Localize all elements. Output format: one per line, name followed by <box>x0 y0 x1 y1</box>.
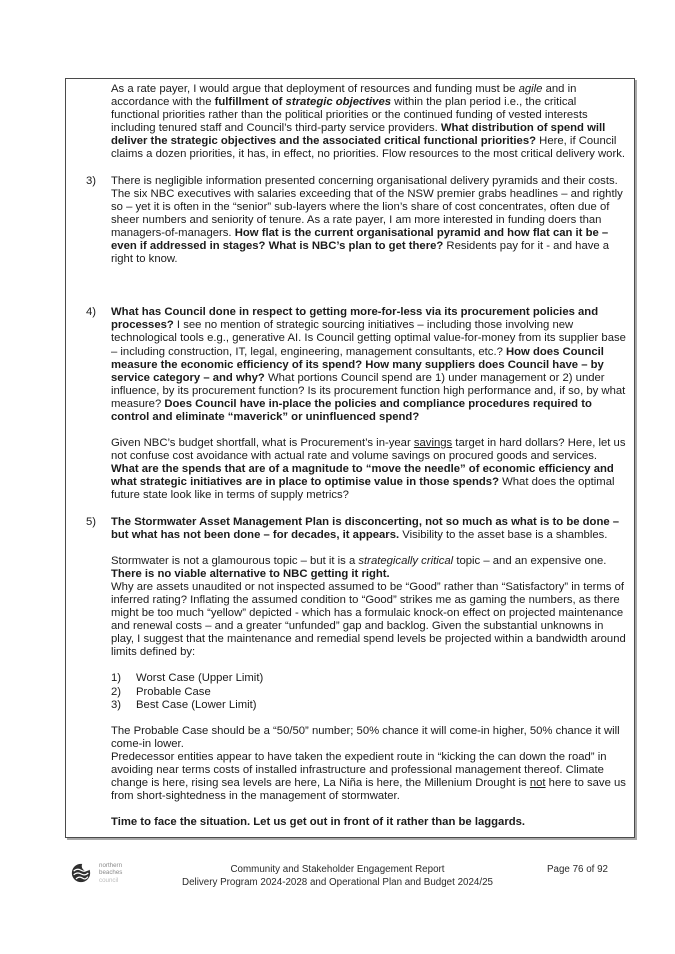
text-run: I see no mention of strategic sourcing initiatives – including those involving new technological tools e.g., generative AI. Is Council getting optimal value-for-money from its supplier base – including construction, IT, legal, engineering, management consultants, etc.? <box>111 319 626 358</box>
paragraph <box>66 725 634 804</box>
page-number: Page 76 of 92 <box>546 864 608 875</box>
text-run: The Stormwater Asset Management Plan is disconcerting, not so much as what is to be done – but what has not been done – for decades, it appears. <box>111 515 620 541</box>
text-run: target in hard dollars? Here, let us not confuse cost avoidance with actual rate and volume savings on procured goods and services. <box>111 437 626 463</box>
list-item <box>66 516 634 542</box>
text-run: here to save us from short-sightedness in the management of stormwater. <box>111 777 626 803</box>
text-run: strategically critical <box>358 554 454 567</box>
list-item <box>66 306 634 424</box>
list-number: 3) <box>86 174 97 187</box>
text-run: Here, if Council claims a dozen priorities, it has, in effect, no priorities. Flow resources to the most critical delivery work. <box>111 135 625 161</box>
list-number: 2) <box>111 685 122 698</box>
text-run: Stormwater is not a glamourous topic – but it is a <box>111 554 359 567</box>
list-number: 5) <box>86 515 97 528</box>
logo-word-northern: northern <box>99 862 123 870</box>
paragraph <box>66 816 634 829</box>
logo-word-council: council <box>99 876 119 884</box>
list-number: 4) <box>86 306 97 319</box>
text-run: What are the spends that are of a magnitude to “move the needle” of economic efficiency and what strategic initiatives are in place to optimise value in those spends? <box>111 463 614 489</box>
page-footer <box>0 860 675 910</box>
list-item <box>66 175 634 267</box>
paragraph <box>66 83 634 162</box>
text-run: within the plan period i.e., the critical functional priorities rather than the political priorities or the continued funding of vested interests including tenured staff and Council’s third-party service providers. <box>111 96 588 135</box>
text-run: strategic objectives <box>285 96 392 109</box>
footer-title-line2: Delivery Program 2024-2028 and Operational Plan and Budget 2024/25 <box>182 876 493 888</box>
text-run: savings <box>413 437 453 450</box>
text-run: What distribution of spend will deliver the strategic objectives and the associated critical functional priorities? <box>111 122 606 148</box>
text-run: Does Council have in-place the policies and compliance procedures required to control and eliminate “maverick” or uninfluenced spend? <box>111 397 592 423</box>
text-run: Visibility to the asset base is a shambles. <box>399 528 608 541</box>
text-run: What portions Council spend are 1) under management or 2) under influence, by its procurement function? Is its procurement function high performance and, if so, by what measure? <box>111 371 626 410</box>
text-run: fulfillment of <box>214 96 286 109</box>
text-run: How flat is the current organisational pyramid and how flat can it be – even if addressed in stages? What is NBC’s plan to get there? <box>111 226 609 253</box>
text-run: Why are assets unaudited or not inspected assumed to be “Good” rather than “Satisfactory” in terms of inferred rating? Inflating the assumed condition to “Good” strikes me as gaming the numbers, as there might be too much “yellow” depicted - which has a formulaic knock-on effect on projected maintenance and renewal costs – and a greater “unfunded” gap and backlog. Given the substantial unknowns in play, I suggest that the maintenance and remedial spend levels be projected within a bandwidth around limits defined by: <box>111 580 626 659</box>
paragraph <box>66 555 634 660</box>
text-run: and in accordance with the <box>111 83 577 109</box>
text-run: Probable Case <box>136 685 211 698</box>
text-run: Best Case (Lower Limit) <box>136 698 257 711</box>
text-run: What has Council done in respect to getting more-for-less via its procurement policies and processes? <box>111 306 599 332</box>
text-run: Worst Case (Upper Limit) <box>136 672 264 685</box>
footer-title-line1: Community and Stakeholder Engagement Report <box>230 864 445 875</box>
text-run: not <box>529 777 546 790</box>
text-run: agile <box>518 83 543 95</box>
sub-list-item <box>66 686 634 699</box>
text-run: How does Council measure the economic efficiency of its spend? How many suppliers does Council have – by service category – and why? <box>111 345 604 384</box>
sub-list-item <box>66 672 634 685</box>
list-number: 3) <box>111 698 122 711</box>
paragraph <box>66 437 634 502</box>
text-run: Time to face the situation. Let us get out in front of it rather than be laggards. <box>111 816 526 829</box>
text-run: Residents pay for it - and have a right to know. <box>111 240 610 266</box>
document-body <box>66 83 634 829</box>
text-run: There is no viable alternative to NBC getting it right. <box>111 567 390 580</box>
text-run: topic – and an expensive one. <box>453 554 607 567</box>
text-run: There is negligible information presented concerning organisational delivery pyramids and their costs. The six NBC executives with salaries exceeding that of the NSW premier grabs headlines – and rightly so – yet it is often in the “senior” sub-layers where the lion’s share of cost concentrates, often due of sheer numbers and seniority of tenure. As a rate payer, I am more interested in funding doers than managers-of-managers. <box>111 174 623 239</box>
text-run: Predecessor entities appear to have taken the expedient route in “kicking the can down the road” in avoiding near terms costs of installed infrastructure and professional management thereof. Climate change is here, rising sea levels are here, La Niña is here, the Millenium Drought is <box>111 750 607 790</box>
text-run: The Probable Case should be a “50/50” number; 50% chance it will come-in higher, 50% chance it will come-in lower. <box>111 724 620 750</box>
sub-list-item <box>66 699 634 712</box>
text-run: As a rate payer, I would argue that deployment of resources and funding must be <box>111 83 519 95</box>
list-number: 1) <box>111 672 122 685</box>
text-run: What does the optimal future state look like in terms of supply metrics? <box>111 476 615 502</box>
content-border-box <box>65 78 635 838</box>
text-run: Given NBC’s budget shortfall, what is Procurement’s in-year <box>111 437 414 450</box>
logo-word-beaches: beaches <box>99 869 123 877</box>
